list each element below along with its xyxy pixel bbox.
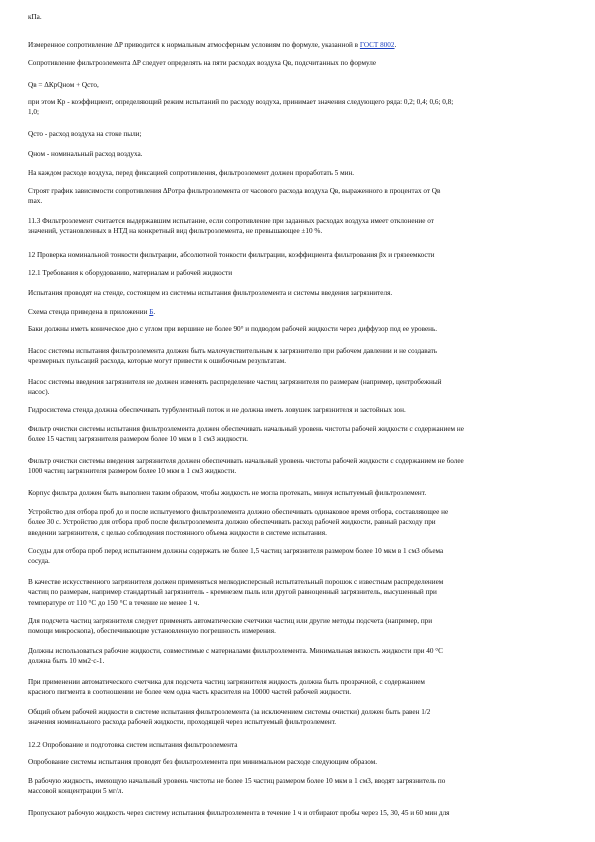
text-segment: . [394,41,397,49]
text-line: 11.3 Фильтроэлемент считается выдержавшим испытание, если сопротивление при заданных расходах воздуха имеет отклонение от [28,217,434,225]
paragraph-filter-housing [28,488,576,498]
paragraph-resistance-definition [28,58,576,68]
text-line: частиц по размерам, например стандартный загрязнитель - кремнезем пыль или другой равноценный загрязнитель, высушенный при [28,588,437,597]
text-line: температуре от 110 °С до 150 °С в течение не менее 1 ч. [28,598,200,607]
text-line: Устройство для отбора проб до и после испытуемого фильтроэлемента должно обеспечивать одинаковое время отбора, составляющее не [28,508,449,516]
heading-section-12 [28,250,576,260]
text-line: значения номинального расхода рабочей жидкости, проходящей через испытуемый фильтроэлемент. [28,718,337,727]
paragraph-test-cleanup-filter [28,424,576,445]
text-line: 1,0; [28,108,39,117]
paragraph-artificial-contaminant [28,577,576,608]
text-line: кПа. [28,13,42,21]
paragraph-tanks [28,324,576,334]
heading-section-12-1 [28,268,576,278]
text-line: Для подсчета частиц загрязнителя следует применять автоматические счетчики частиц или другие методы подсчета (например, при [28,617,433,625]
paragraph-sampling-device [28,507,576,538]
paragraph-stand-scheme [28,307,576,317]
text-line: Пропускают рабочую жидкость через систему испытания фильтроэлемента в течение 1 ч и отбирают пробы через 15, 30, 45 и 60 мин для [28,809,450,817]
paragraph-particle-counting [28,616,576,637]
text-line: введении загрязнителя, с целью соблюдения постоянного объема жидкости в системе испытания. [28,528,327,537]
text-line: значений, установленных в НТД на конкретный вид фильтроэлемента, не превышающее ±10 %. [28,227,323,236]
text-line: Общий объем рабочей жидкости в системе испытания фильтроэлемента (за исключением системы очистки) должен быть равен 1/2 [28,708,431,716]
text-line: Qсто - расход воздуха на стоке пыли; [28,130,142,138]
text-line: должна быть 10 мм2·с-1. [28,657,105,666]
paragraph-contaminant-injection [28,776,576,797]
text-line [28,307,576,317]
appendix-b-link[interactable]: Б [149,308,154,316]
text-line: Фильтр очистки системы введения загрязнителя должен обеспечивать начальный уровень чистоты рабочей жидкости с содержанием не более [28,457,464,465]
text-line: Строят график зависимости сопротивления ΔPотра фильтроэлемента от часового расхода воздуха Qв, выраженного в процентах от Qв [28,187,441,195]
text-line: 1000 частиц загрязнителя размером более 10 мкм в 1 см3 жидкости. [28,467,237,476]
paragraph-sample-vessels [28,546,576,567]
paragraph-graph [28,186,576,207]
text-line: Фильтр очистки системы испытания фильтроэлемента должен обеспечивать начальный уровень чистоты рабочей жидкости с содержанием не [28,425,464,433]
paragraph-qnom [28,149,576,159]
text-line: В качестве искусственного загрязнителя должен применяться мелкодисперсный испытательный порошок с известным распределением [28,578,444,586]
text-line: Qном - номинальный расход воздуха. [28,150,143,158]
text-segment: . [153,308,156,316]
text-line: насос). [28,388,50,397]
paragraph-injection-cleanup-filter [28,456,576,477]
paragraph-test-stand [28,288,576,298]
paragraph-fluid-volume [28,707,576,728]
text-line: Баки должны иметь коническое дно с углом при вершине не более 90° и подводом рабочей жидкости через диффузор под ее уровень. [28,325,438,333]
text-line: 12 Проверка номинальной тонкости фильтрации, абсолютной тонкости фильтрации, коэффициента фильтрования βх и грязеемкости [28,251,435,259]
text-line: Сосуды для отбора проб перед испытанием должны содержать не более 1,5 частиц загрязнителя размером более 10 мкм в 1 см3 объема [28,547,444,555]
text-line: массовой концентрации 5 мг/л. [28,787,124,796]
text-line: сосуда. [28,557,50,566]
text-line [28,40,576,50]
paragraph-pressure-normalization [28,40,576,50]
text-line: Насос системы введения загрязнителя не должен изменять распределение частиц загрязнителя по размерам (например, центробежный [28,378,442,386]
paragraph-injection-pump [28,377,576,398]
text-line: красного пигмента в соотношении не более чем одна часть красителя на 10000 частей рабочей жидкости. [28,688,352,697]
paragraph-test-pump [28,346,576,367]
text-line: max. [28,197,43,206]
text-line: Сопротивление фильтроэлемента ΔP следует определять на пяти расходах воздуха Qв, подсчитанных по формуле [28,59,377,67]
text-line: При применении автоматического счетчика для подсчета частиц загрязнителя жидкость должна быть прозрачной, с содержанием [28,678,425,686]
text-line: 12.2 Опробование и подготовка систем испытания фильтроэлемента [28,741,238,749]
text-line: Насос системы испытания фильтроэлемента должен быть малочувствительным к загрязнителю при рабочем давлении и не создавать [28,347,438,355]
text-line: более 30 с. Устройство для отбора проб после фильтроэлемента должно обеспечивать расход рабочей жидкости, равный расходу при [28,518,436,527]
text-line: Qв = ΔКрQном + Qсто, [28,81,99,89]
formula-air-flow [28,80,576,90]
paragraph-system-trial [28,757,576,767]
text-line: Корпус фильтра должен быть выполнен таким образом, чтобы жидкость не могла протекать, минуя испытуемый фильтроэлемент. [28,489,427,497]
text-line: Должны использоваться рабочие жидкости, совместимые с материалами фильтроэлемента. Минимальная вязкость жидкости при 40 °С [28,647,443,655]
text-line: На каждом расходе воздуха, перед фиксацией сопротивления, фильтроэлемент должен проработать 5 мин. [28,169,355,177]
gost-8002-link[interactable]: ГОСТ 8002 [359,41,395,49]
paragraph-coefficient [28,97,576,118]
paragraph-automatic-counter [28,677,576,698]
text-line: помощи микроскопа), обеспечивающие установленную погрешность измерения. [28,627,276,636]
text-line: Гидросистема стенда должна обеспечивать турбулентный поток и не должна иметь ловушек загрязнителя и застойных зон. [28,406,406,414]
text-line: более 15 частиц загрязнителя размером более 10 мкм в 1 см3 жидкости. [28,435,248,444]
paragraph-hydraulic-system [28,405,576,415]
text-segment: Схема стенда приведена в приложении [28,308,150,316]
text-line: Испытания проводят на стенде, состоящем из системы испытания фильтроэлемента и системы введения загрязнителя. [28,289,393,297]
paragraph-11-3 [28,216,576,237]
text-line: 12.1 Требования к оборудованию, материалам и рабочей жидкости [28,269,233,277]
paragraph-units [28,12,576,22]
paragraph-working-fluids [28,646,576,667]
paragraph-qsto [28,129,576,139]
text-line: В рабочую жидкость, имеющую начальный уровень чистоты не более 15 частиц размером более 10 мкм в 1 см3, вводят загрязнитель по [28,777,446,785]
paragraph-sampling-schedule [28,808,576,818]
text-line: Опробование системы испытания проводят без фильтроэлемента при минимальном расходе следующим образом. [28,758,378,766]
text-line: при этом Кр - коэффициент, определяющий режим испытаний по расходу воздуха, принимает значения следующего ряда: 0,2; 0,4; 0,6; 0,8; [28,98,454,106]
paragraph-run-time [28,168,576,178]
heading-section-12-2 [28,740,576,750]
text-line: чрезмерных пульсаций расхода, которые могут привести к ошибочным результатам. [28,357,287,366]
text-segment: Измеренное сопротивление ΔP приводится к нормальным атмосферным условиям по формуле, указанной в [28,41,360,49]
